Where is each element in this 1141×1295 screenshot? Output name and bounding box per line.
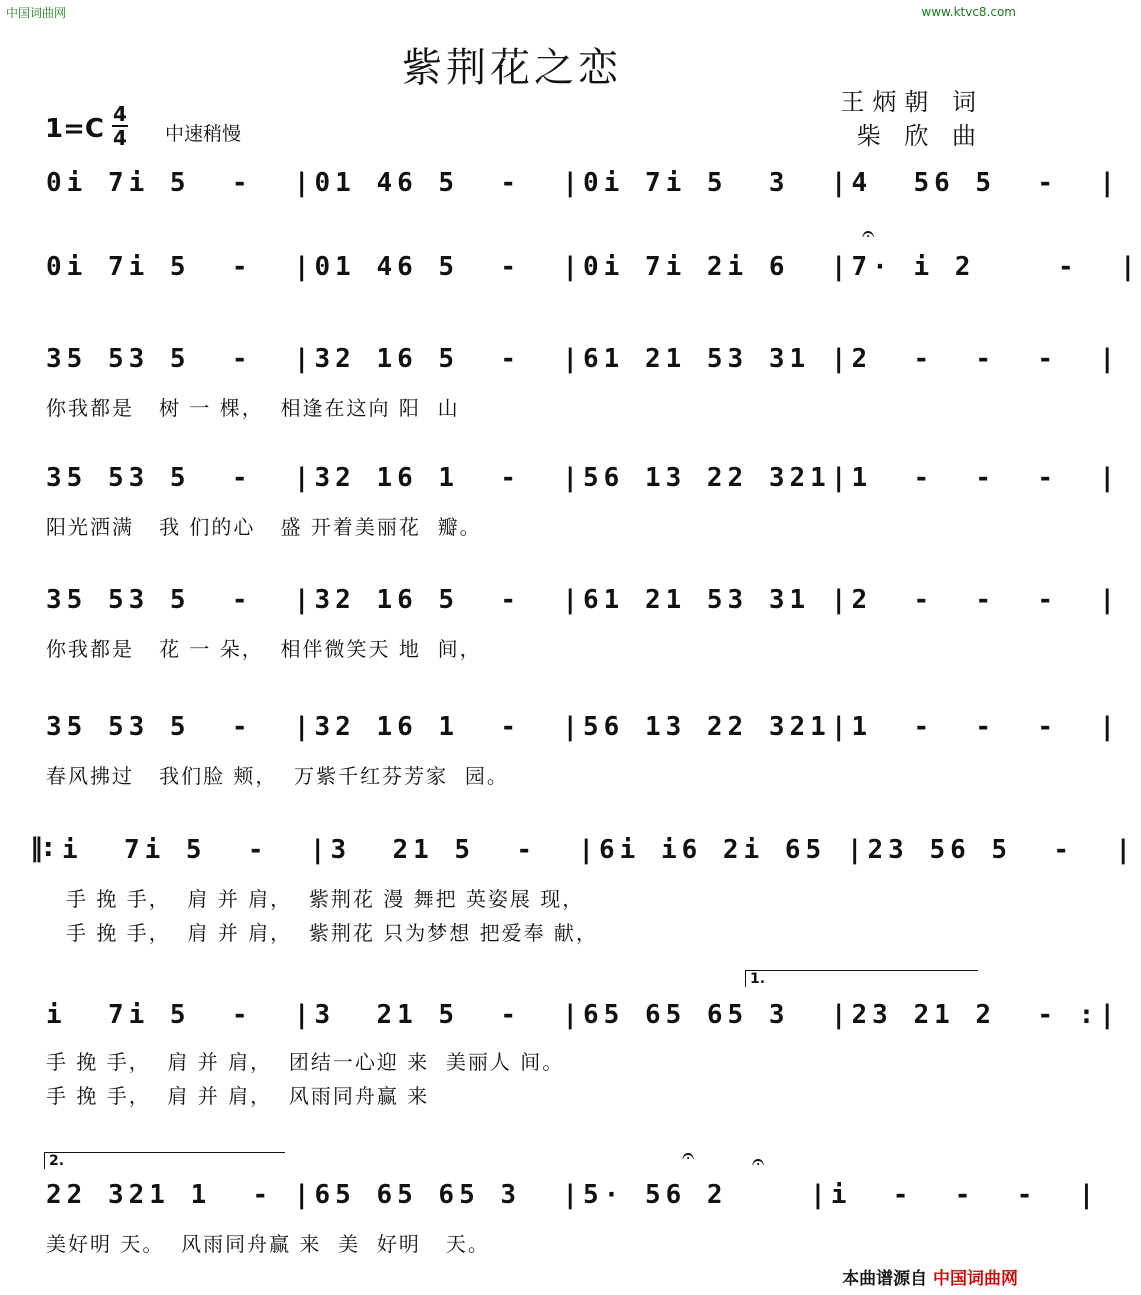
footer-site-link[interactable]: 中国词曲网 [933, 1269, 1018, 1289]
footer-prefix: 本曲谱源自 [842, 1269, 928, 1289]
notes-row: 35 53 5 - |32 16 5 - |61 21 53 31 |2 - - - | [46, 585, 1120, 615]
notes-row: 35 53 5 - |32 16 1 - |56 13 22 321|1 - - - | [46, 463, 1120, 493]
fermata-icon: 𝄐 [682, 1144, 695, 1169]
source-footer [842, 1264, 1018, 1289]
song-title: 紫荆花之恋 [402, 45, 622, 91]
notes-row: 22 321 1 - |65 65 65 3 |5· 56 2 |i - - - | [46, 1180, 1100, 1210]
time-signature [112, 104, 128, 148]
lyric-line: 你我都是 花 一 朵， 相伴微笑天 地 间， [46, 637, 482, 661]
lyric-line-2: 手 挽 手， 肩 并 肩， 紫荆花 只为梦想 把爱奉 献， [66, 921, 598, 945]
notes-row: 0i 7i 5 - |01 46 5 - |0i 7i 2i 6 |7· i 2 - | [46, 252, 1141, 282]
watermark-right: www.ktvc8.com [921, 5, 1016, 19]
fermata-icon: 𝄐 [752, 1150, 765, 1175]
fermata-icon: 𝄐 [862, 222, 875, 247]
score-row-2 [0, 222, 1141, 322]
score-row-8 [0, 1000, 1120, 1108]
score-row-4 [0, 463, 1120, 539]
lyricist-credit: 王炳朝 词 [840, 88, 984, 116]
lyric-line: 美好明 天。 风雨同舟赢 来 美 好明 天。 [46, 1232, 490, 1256]
repeat-start-icon: ‖: [30, 833, 54, 863]
score-row-5 [0, 585, 1120, 661]
time-signature-bottom: 4 [113, 126, 127, 150]
lyric-line: 春风拂过 我们脸 颊， 万紫千红芬芳家 园。 [46, 764, 509, 788]
lyric-line: 阳光洒满 我 们的心 盛 开着美丽花 瓣。 [46, 515, 482, 539]
composer-credit: 柴 欣 曲 [856, 122, 984, 150]
score-row-7 [0, 833, 1136, 945]
lyric-line-1: 手 挽 手， 肩 并 肩， 团结一心迎 来 美丽人 间。 [46, 1050, 565, 1074]
time-signature-top: 4 [113, 102, 127, 126]
lyric-line-2: 手 挽 手， 肩 并 肩， 风雨同舟赢 来 [46, 1084, 430, 1108]
volta-second: 2. [44, 1152, 285, 1169]
notes-row: 0i 7i 5 - |01 46 5 - |0i 7i 5 3 |4 56 5 - | [46, 168, 1120, 198]
volta-first: 1. [745, 970, 978, 987]
score-row-9 [0, 1144, 1100, 1256]
watermark-left: 中国词曲网 [6, 6, 67, 20]
notes-row: i 7i 5 - |3 21 5 - |65 65 65 3 |23 21 2 - :| [46, 1000, 1120, 1030]
score-row-6 [0, 712, 1120, 788]
notes-row: 35 53 5 - |32 16 1 - |56 13 22 321|1 - - - | [46, 712, 1120, 742]
notes-row: 35 53 5 - |32 16 5 - |61 21 53 31 |2 - - - | [46, 344, 1120, 374]
tempo-marking: 中速稍慢 [165, 123, 242, 145]
lyric-line-1: 手 挽 手， 肩 并 肩， 紫荆花 漫 舞把 英姿展 现， [66, 887, 585, 911]
notes-row: i 7i 5 - |3 21 5 - |6i i6 2i 65 |23 56 5 - | [62, 835, 1136, 865]
score-row-3 [0, 344, 1120, 420]
key-signature: 1=C [45, 114, 104, 144]
lyric-line: 你我都是 树 一 棵， 相逢在这向 阳 山 [46, 396, 460, 420]
